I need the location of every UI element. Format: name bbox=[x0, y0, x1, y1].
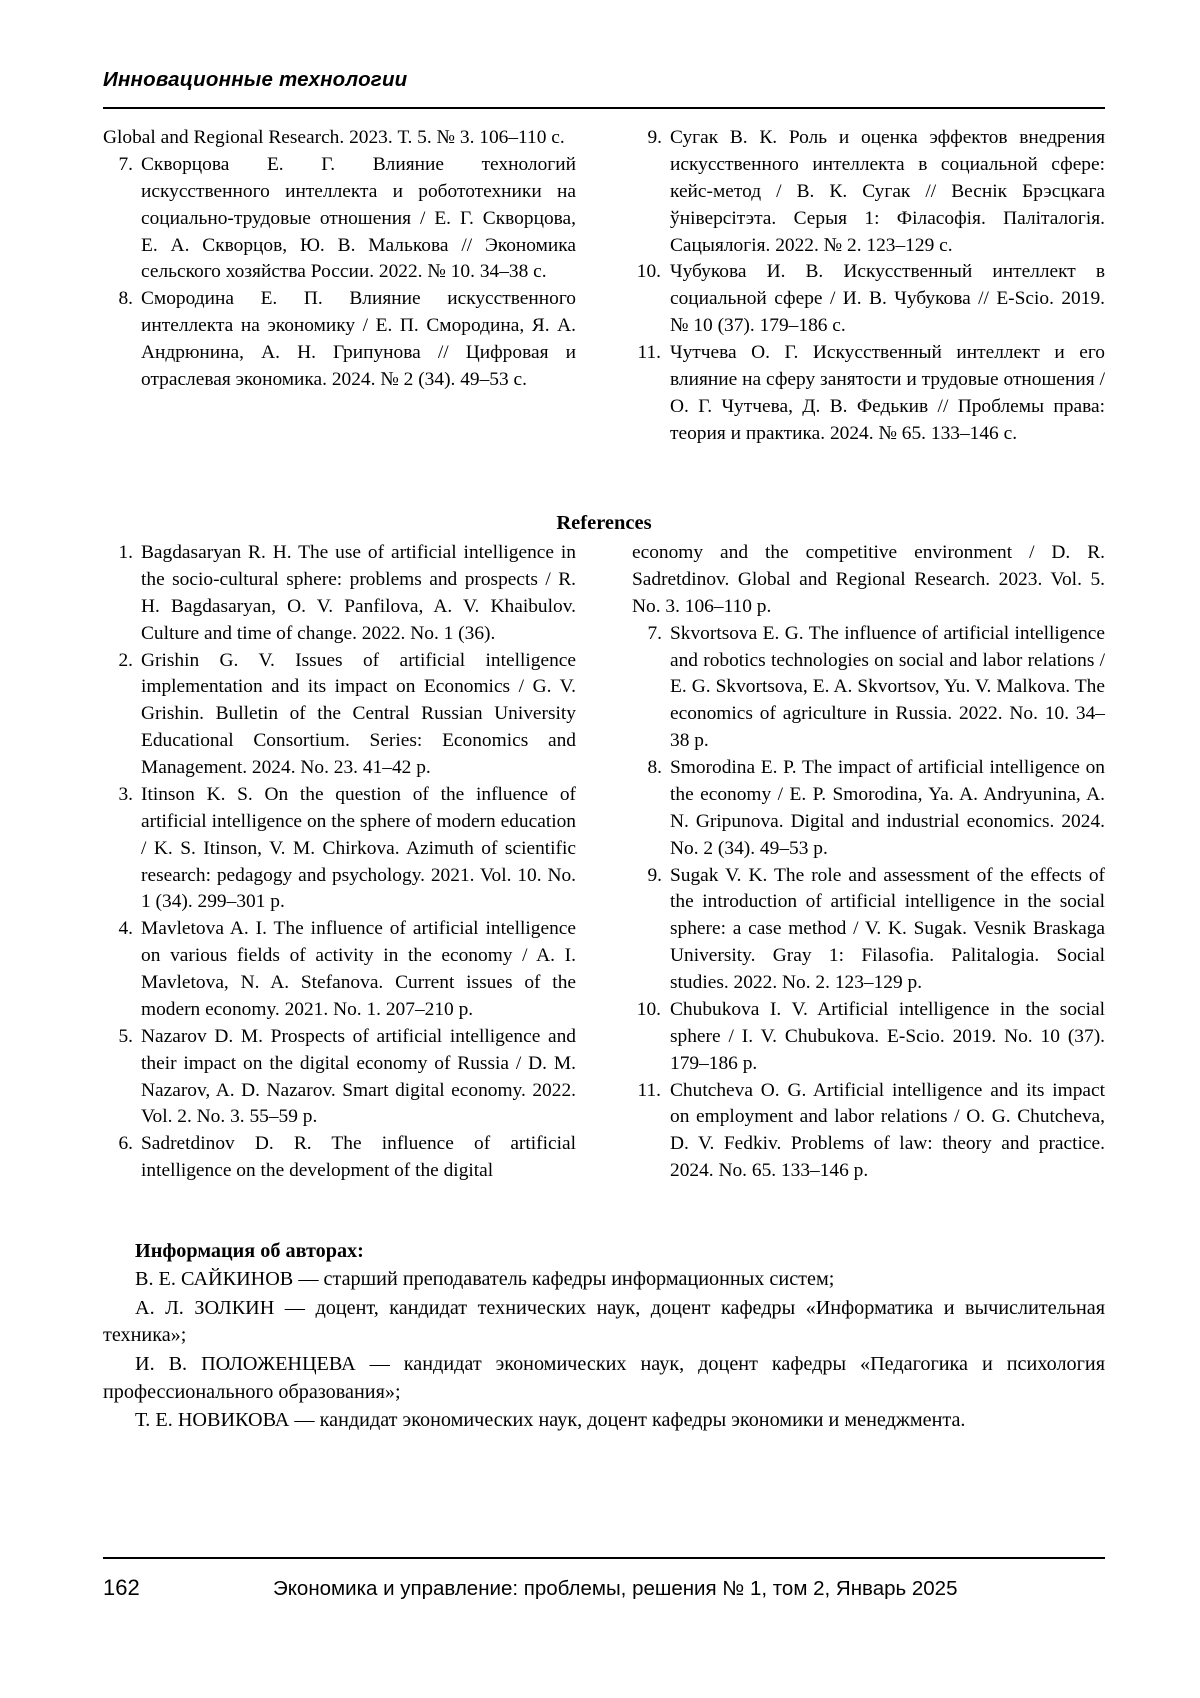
list-item bbox=[103, 648, 576, 782]
reference-text: Скворцова Е. Г. Влияние технологий искусственного интеллекта и робототехники на социально-трудовые отношения / Е. Г. Скворцова, Е. А. Скворцов, Ю. В. Малькова // Экономика сельского хозяйства России. 2022. № 10. 34–38 с. bbox=[141, 153, 576, 283]
reference-number: 2. bbox=[118, 649, 133, 671]
reference-text: Чутчева О. Г. Искусственный интеллект и его влияние на сферу занятости и трудовые отношения / О. Г. Чутчева, Д. В. Федькив // Проблемы права: теория и практика. 2024. № 65. 133–146 с. bbox=[670, 342, 1105, 444]
russian-refs-right-column bbox=[632, 125, 1105, 448]
header-divider bbox=[103, 107, 1105, 109]
list-item bbox=[103, 1131, 576, 1185]
list-item bbox=[632, 621, 1105, 755]
russian-refs-left-column bbox=[103, 125, 576, 394]
reference-number: 7. bbox=[118, 153, 133, 175]
reference-number: 7. bbox=[647, 622, 662, 644]
list-item bbox=[103, 916, 576, 1024]
page-footer bbox=[103, 1575, 1105, 1601]
list-item bbox=[632, 125, 1105, 259]
reference-text: Смородина Е. П. Влияние искусственного интеллекта на экономику / Е. П. Смородина, Я. А. Андрюнина, А. Н. Грипунова // Цифровая и отраслевая экономика. 2024. № 2 (34). 49–53 с. bbox=[141, 288, 576, 390]
reference-number: 4. bbox=[118, 918, 133, 940]
reference-continuation-text: economy and the competitive environment / D. R. Sadretdinov. Global and Regional Research. 2023. Vol. 5. No. 3. 106–110 p. bbox=[632, 542, 1105, 617]
reference-number: 3. bbox=[118, 783, 133, 805]
russian-references-section bbox=[103, 125, 1105, 485]
reference-text: Nazarov D. M. Prospects of artificial intelligence and their impact on the digital economy of Russia / D. M. Nazarov, A. D. Nazarov. Smart digital economy. 2022. Vol. 2. No. 3. 55–59 p. bbox=[141, 1025, 576, 1128]
reference-number: 6. bbox=[118, 1133, 133, 1155]
list-item bbox=[103, 1024, 576, 1132]
english-refs-right-column bbox=[632, 540, 1105, 1185]
list-item bbox=[103, 540, 576, 648]
list-item bbox=[103, 286, 576, 394]
reference-text: Чубукова И. В. Искусственный интеллект в социальной сфере / И. В. Чубукова // E-Scio. 2019. № 10 (37). 179–186 с. bbox=[670, 261, 1105, 337]
reference-text: Chutcheva O. G. Artificial intelligence and its impact on employment and labor relations / O. G. Chutcheva, D. V. Fedkiv. Problems of law: theory and practice. 2024. No. 65. 133–146 p. bbox=[670, 1079, 1105, 1182]
page-number: 162 bbox=[103, 1575, 140, 1600]
footer-journal-line: Экономика и управление: проблемы, решения № 1, том 2, Январь 2025 bbox=[273, 1577, 958, 1600]
english-reference-list-left bbox=[103, 540, 576, 1185]
list-item bbox=[632, 863, 1105, 997]
reference-number: 11. bbox=[637, 1079, 661, 1101]
reference-continuation-text: Global and Regional Research. 2023. Т. 5. № 3. 106–110 с. bbox=[103, 127, 565, 148]
reference-text: Mavletova A. I. The influence of artificial intelligence on various fields of activity in the economy / A. I. Mavletova, N. A. Stefanova. Current issues of the modern economy. 2021. No. 1. 207–210 p. bbox=[141, 918, 576, 1020]
reference-text: Itinson K. S. On the question of the influence of artificial intelligence on the sphere of modern education / K. S. Itinson, V. M. Chirkova. Azimuth of scientific research: pedagogy and psychology. 2021. Vol. 10. No. 1 (34). 299–301 p. bbox=[141, 783, 576, 913]
authors-info-title: Информация об авторах: bbox=[135, 1240, 364, 1262]
footer-divider bbox=[103, 1557, 1105, 1559]
author-entry: В. Е. САЙКИНОВ — старший преподаватель кафедры информационных систем; bbox=[135, 1268, 835, 1290]
reference-number: 8. bbox=[647, 757, 662, 778]
authors-information-section bbox=[103, 1240, 1105, 1436]
list-item bbox=[632, 997, 1105, 1078]
reference-text: Smorodina E. P. The impact of artificial intelligence on the economy / E. P. Smorodina, Ya. A. Andryunina, A. N. Gripunova. Digital and industrial economics. 2024. No. 2 (34). 49–53 p. bbox=[670, 757, 1105, 859]
english-reference-list-right bbox=[632, 621, 1105, 1185]
author-entry: А. Л. ЗОЛКИН — доцент, кандидат технических наук, доцент кафедры «Информатика и вычислительная техника»; bbox=[103, 1296, 1105, 1347]
russian-reference-list-right bbox=[632, 125, 1105, 448]
reference-number: 11. bbox=[637, 342, 661, 363]
author-entry: Т. Е. НОВИКОВА — кандидат экономических наук, доцент кафедры экономики и менеджмента. bbox=[135, 1409, 966, 1432]
list-item bbox=[103, 782, 576, 916]
reference-number: 8. bbox=[118, 288, 133, 310]
author-entry: И. В. ПОЛОЖЕНЦЕВА — кандидат экономических наук, доцент кафедры «Педагогика и психология профессионального образования»; bbox=[103, 1353, 1105, 1403]
reference-text: Сугак В. К. Роль и оценка эффектов внедрения искусственного интеллекта в социальной сфере: кейс-метод / В. К. Сугак // Веснік Брэсцкага ўніверсітэта. Серыя 1: Філасофія. Паліталогія. Сацыялогія. 2022. № 2. 123–129 с. bbox=[670, 127, 1105, 256]
english-refs-left-column bbox=[103, 540, 576, 1185]
reference-number: 10. bbox=[636, 261, 661, 283]
list-item bbox=[103, 152, 576, 286]
references-heading: References bbox=[556, 512, 652, 534]
reference-number: 1. bbox=[118, 542, 133, 563]
reference-text: Bagdasaryan R. H. The use of artificial intelligence in the socio-cultural sphere: problems and prospects / R. H. Bagdasaryan, O. V. Panfilova, A. V. Khaibulov. Culture and time of change. 2022. No. 1 (36). bbox=[141, 542, 576, 644]
reference-text: Chubukova I. V. Artificial intelligence in the social sphere / I. V. Chubukova. E-Scio. 2019. No. 10 (37). 179–186 p. bbox=[670, 998, 1105, 1074]
reference-number: 5. bbox=[118, 1025, 133, 1047]
reference-text: Sugak V. K. The role and assessment of the effects of the introduction of artificial intelligence in the social sphere: a case method / V. K. Sugak. Vesnik Braskaga University. Gray 1: Filasofia. Palitalogia. Social studies. 2022. No. 2. 123–129 p. bbox=[670, 864, 1105, 993]
list-item bbox=[632, 1078, 1105, 1186]
reference-number: 9. bbox=[647, 127, 662, 148]
list-item bbox=[632, 340, 1105, 448]
reference-text: Skvortsova E. G. The influence of artificial intelligence and robotics technologies on social and labor relations / E. G. Skvortsova, E. A. Skvortsov, Yu. V. Malkova. The economics of agriculture in Russia. 2022. No. 10. 34–38 p. bbox=[670, 622, 1105, 752]
reference-number: 10. bbox=[636, 998, 661, 1020]
reference-text: Sadretdinov D. R. The influence of artificial intelligence on the development of the digital bbox=[141, 1133, 576, 1182]
page-header-title: Инновационные технологии bbox=[103, 68, 408, 91]
reference-text: Grishin G. V. Issues of artificial intelligence implementation and its impact on Economics / G. V. Grishin. Bulletin of the Central Russian University Educational Consortium. Series: Economics and Management. 2024. No. 23. 41–42 p. bbox=[141, 649, 576, 778]
list-item bbox=[632, 259, 1105, 340]
list-item bbox=[632, 755, 1105, 863]
russian-reference-list-left bbox=[103, 152, 576, 394]
reference-number: 9. bbox=[647, 864, 662, 886]
english-references-section bbox=[103, 540, 1105, 1220]
